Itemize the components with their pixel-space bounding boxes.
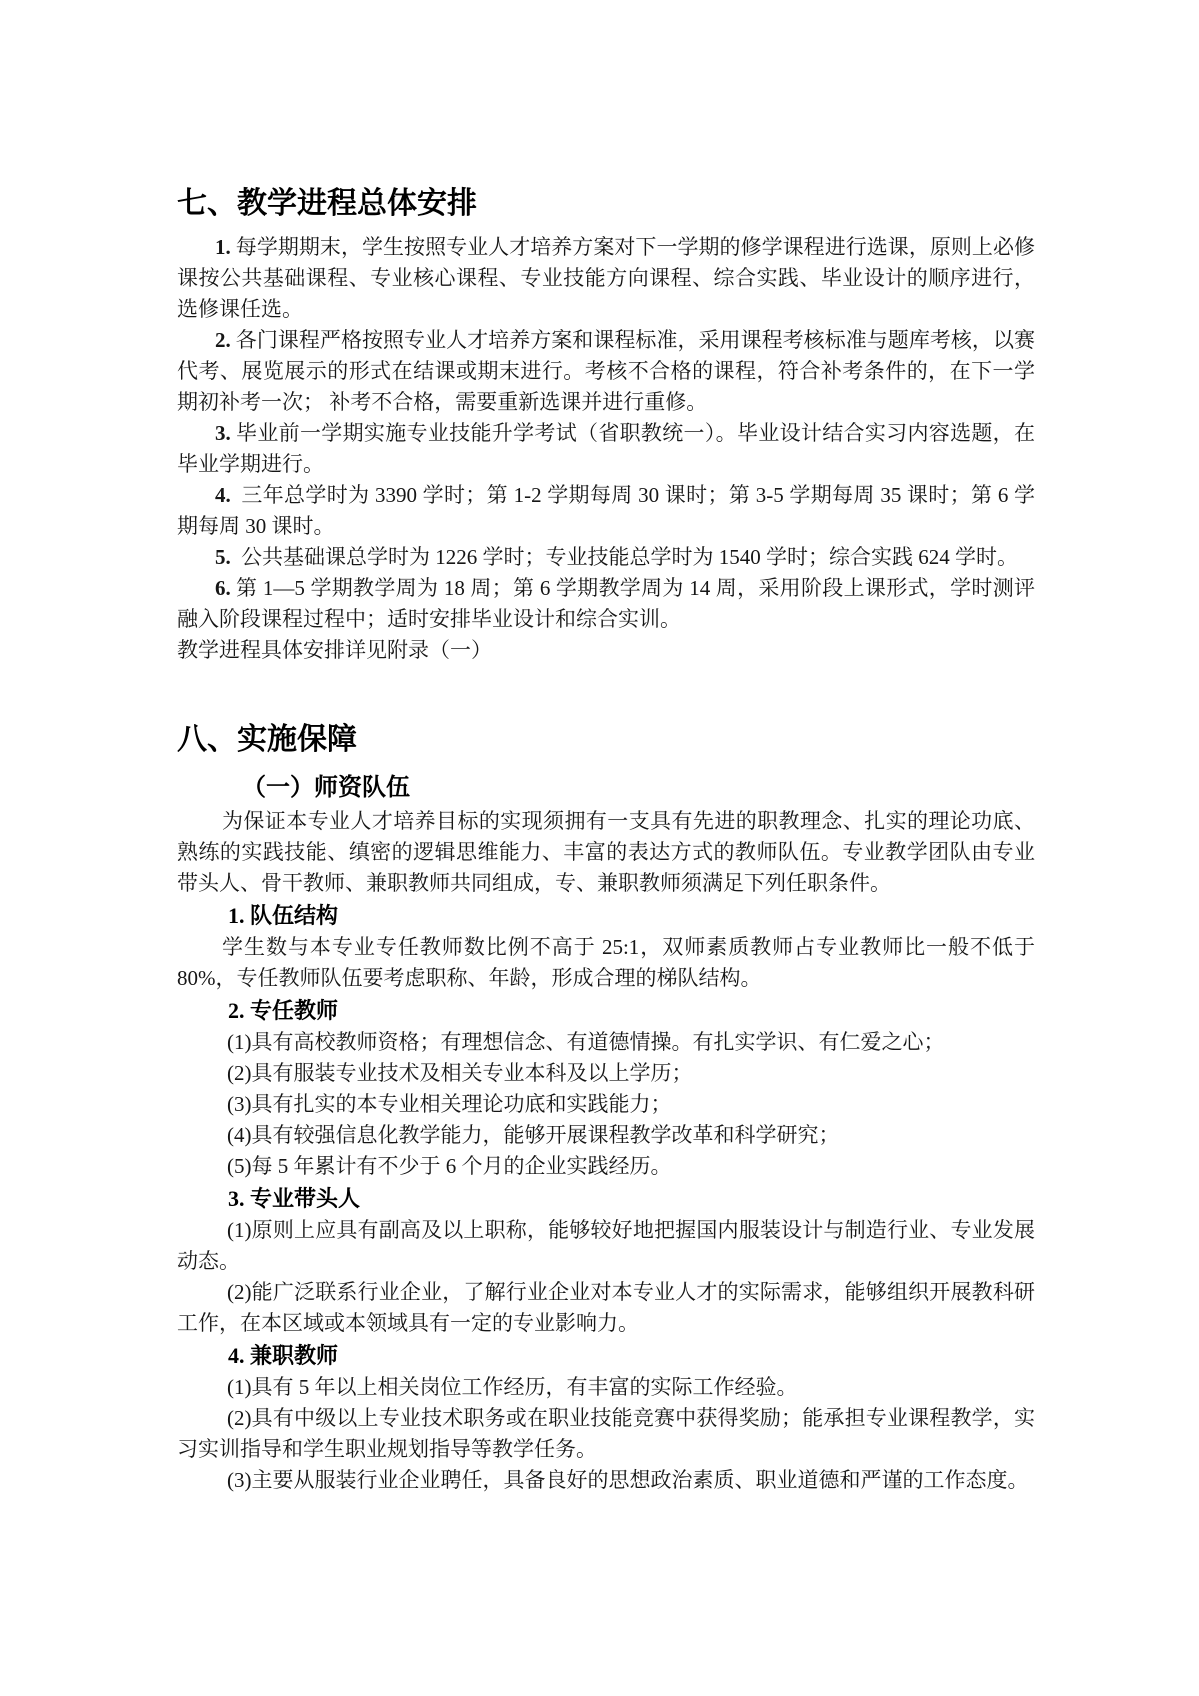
paragraph-text: 第 1—5 学期教学周为 18 周；第 6 学期教学周为 14 周，采用阶段上课形式，学时测评融入阶段课程过程中；适时安排毕业设计和综合实训。	[177, 576, 1035, 631]
document-content	[177, 186, 1035, 1496]
paragraph-text: 各门课程严格按照专业人才培养方案和课程标准，采用课程考核标准与题库考核，以赛代考、展览展示的形式在结课或期末进行。考核不合格的课程，符合补考条件的，在下一学期初补考一次； 补考不合格，需要重新选课并进行重修。	[177, 328, 1035, 414]
group-4-item-3: (3)主要从服装行业企业聘任，具备良好的思想政治素质、职业道德和严谨的工作态度。	[227, 1468, 1029, 1492]
section-7-paragraph-3	[177, 418, 1035, 480]
group-3-item-1: (1)原则上应具有副高及以上职称，能够较好地把握国内服装设计与制造行业、专业发展动态。	[177, 1218, 1035, 1273]
group-4-item-2: (2)具有中级以上专业技术职务或在职业技能竞赛中获得奖励；能承担专业课程教学，实习实训指导和学生职业规划指导等教学任务。	[177, 1406, 1035, 1461]
paragraph-number: 4.	[215, 483, 231, 507]
paragraph-number: 3.	[215, 421, 231, 445]
group-1-team-structure-heading: 1. 队伍结构	[228, 903, 339, 928]
subsection-teachers-heading: （一）师资队伍	[242, 775, 410, 801]
section-7-paragraph-4	[177, 480, 1035, 542]
paragraph-text: 公共基础课总学时为 1226 学时；专业技能总学时为 1540 学时；综合实践 624 学时。	[235, 545, 1018, 569]
paragraph-number: 2.	[215, 328, 231, 352]
paragraph-number: 6.	[215, 576, 231, 600]
group-2-item-4: (4)具有较强信息化教学能力，能够开展课程教学改革和科学研究；	[227, 1123, 840, 1147]
paragraph-text: 每学期期末，学生按照专业人才培养方案对下一学期的修学课程进行选课，原则上必修课按公共基础课程、专业核心课程、专业技能方向课程、综合实践、毕业设计的顺序进行，选修课任选。	[177, 235, 1035, 321]
group-4-item-1: (1)具有 5 年以上相关岗位工作经历，有丰富的实际工作经验。	[227, 1375, 798, 1399]
paragraph-text: 三年总学时为 3390 学时；第 1-2 学期每周 30 课时；第 3-5 学期每周 35 课时；第 6 学期每周 30 课时。	[177, 483, 1035, 538]
section-8-heading: 八、实施保障	[177, 723, 357, 756]
group-4-parttime-teachers-heading: 4. 兼职教师	[228, 1343, 339, 1368]
group-2-item-2: (2)具有服装专业技术及相关专业本科及以上学历；	[227, 1061, 693, 1085]
section-7-paragraph-1	[177, 232, 1035, 325]
group-2-fulltime-teachers-heading: 2. 专任教师	[228, 998, 339, 1023]
group-3-program-leader-heading: 3. 专业带头人	[228, 1186, 361, 1211]
subsection-teachers-intro: 为保证本专业人才培养目标的实现须拥有一支具有先进的职教理念、扎实的理论功底、熟练的实践技能、缜密的逻辑思维能力、丰富的表达方式的教师队伍。专业教学团队由专业带头人、骨干教师、兼职教师共同组成，专、兼职教师须满足下列任职条件。	[177, 809, 1035, 895]
group-2-item-1: (1)具有高校教师资格；有理想信念、有道德情操。有扎实学识、有仁爱之心；	[227, 1030, 945, 1054]
group-2-item-3: (3)具有扎实的本专业相关理论功底和实践能力；	[227, 1092, 672, 1116]
section-7-heading: 七、教学进程总体安排	[177, 187, 477, 220]
section-7-paragraph-5	[177, 542, 1035, 573]
group-1-body: 学生数与本专业专任教师数比例不高于 25:1，双师素质教师占专业教师比一般不低于 80%，专任教师队伍要考虑职称、年龄，形成合理的梯队结构。	[177, 935, 1035, 990]
section-7-appendix-note: 教学进程具体安排详见附录（一）	[177, 638, 492, 662]
paragraph-number: 5.	[215, 545, 231, 569]
paragraph-text: 毕业前一学期实施专业技能升学考试（省职教统一）。毕业设计结合实习内容选题，在毕业学期进行。	[177, 421, 1035, 476]
group-3-item-2: (2)能广泛联系行业企业，了解行业企业对本专业人才的实际需求，能够组织开展教科研工作，在本区域或本领域具有一定的专业影响力。	[177, 1280, 1035, 1335]
section-7-paragraph-2	[177, 325, 1035, 418]
section-7-paragraph-6	[177, 573, 1035, 635]
paragraph-number: 1.	[215, 235, 231, 259]
group-2-item-5: (5)每 5 年累计有不少于 6 个月的企业实践经历。	[227, 1154, 672, 1178]
